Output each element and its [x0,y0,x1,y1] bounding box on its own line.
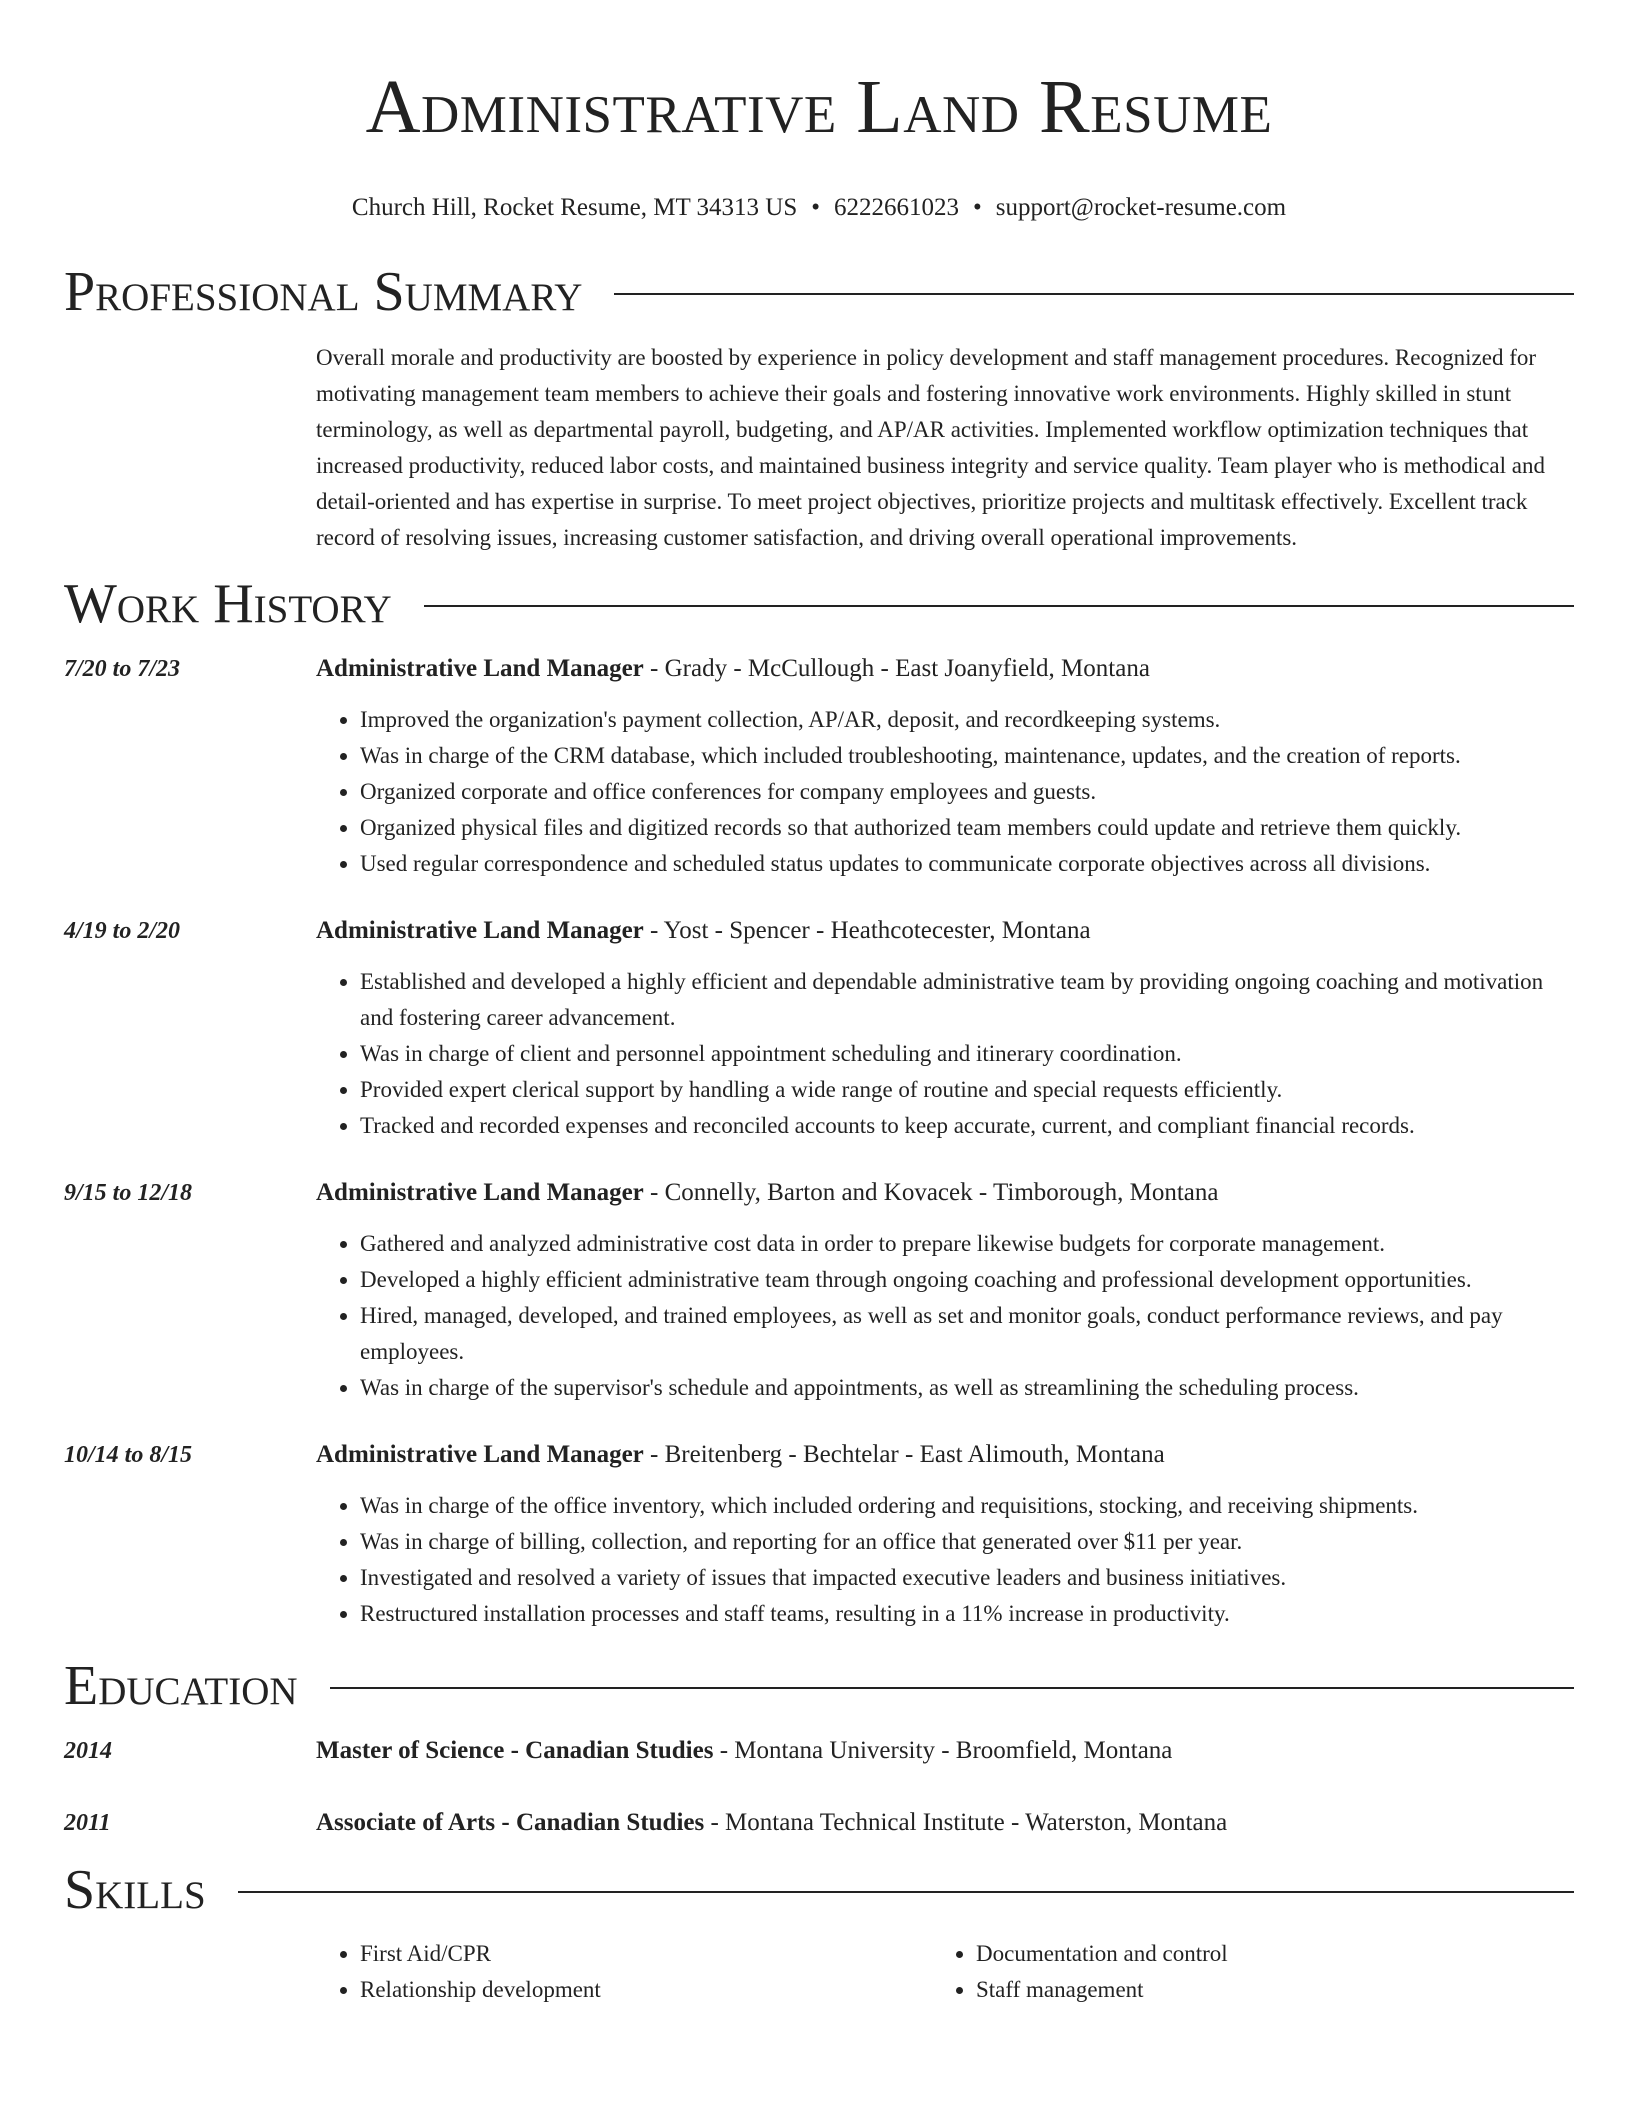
skills-column-left [316,1936,932,2008]
job-dates: 4/19 to 2/20 [64,918,181,944]
work-section-header [64,572,1574,636]
job-bullet-list [316,702,1574,882]
job-bullet-list [316,964,1574,1144]
contact-separator: • [973,194,982,221]
job-title: Administrative Land Manager [316,655,644,682]
job-bullet: • Was in charge of client and personnel appointment scheduling and itinerary coordination. [360,1036,1574,1072]
section-divider [238,1891,1574,1893]
section-divider [424,605,1574,607]
job-heading [316,914,1574,948]
contact-address: Church Hill, Rocket Resume, MT 34313 US [351,194,798,221]
education-details [316,1806,1227,1840]
section-heading-skills: Skills [64,1859,206,1921]
job-heading [316,652,1574,686]
section-heading-work: Work History [64,573,392,635]
job-employer: - Grady - McCullough - East Joanyfield, Montana [643,655,1150,682]
education-list [64,1734,1574,1840]
skill-item: • Relationship development [360,1972,932,2008]
job-bullet-list [316,1226,1574,1406]
job-bullet: • Investigated and resolved a variety of issues that impacted executive leaders and business initiatives. [360,1560,1574,1596]
education-details [316,1734,1172,1768]
job-entry [64,1438,1574,1632]
job-bullet: • Gathered and analyzed administrative cost data in order to prepare likewise budgets for corporate management. [360,1226,1574,1262]
contact-email: support@rocket-resume.com [995,194,1287,221]
job-dates: 10/14 to 8/15 [64,1442,193,1468]
job-bullet: • Provided expert clerical support by handling a wide range of routine and special requests efficiently. [360,1072,1574,1108]
job-bullet: • Developed a highly efficient administrative team through ongoing coaching and professional development opportunities. [360,1262,1574,1298]
education-degree: Master of Science - Canadian Studies [316,1737,714,1764]
job-bullet: • Used regular correspondence and scheduled status updates to communicate corporate objectives across all divisions. [360,846,1574,882]
contact-phone: 6222661023 [834,194,960,221]
job-entry [64,1176,1574,1406]
skills-section-header [64,1858,1574,1922]
job-employer: - Connelly, Barton and Kovacek - Timborough, Montana [643,1179,1219,1206]
job-body [316,652,1574,882]
job-bullet: • Organized corporate and office conferences for company employees and guests. [360,774,1574,810]
resume-title: Administrative Land Resume [365,65,1273,149]
education-school: - Montana University - Broomfield, Montana [713,1737,1173,1764]
section-divider [330,1687,1574,1689]
skill-item: • First Aid/CPR [360,1936,932,1972]
job-bullet: • Improved the organization's payment collection, AP/AR, deposit, and recordkeeping systems. [360,702,1574,738]
education-school: - Montana Technical Institute - Waterston, Montana [704,1809,1228,1836]
summary-text: Overall morale and productivity are boosted by experience in policy development and staff management procedures. Recognized for motivating management team members to achieve their goals and fostering innovative work environments. Highly skilled in stunt terminology, as well as departmental payroll, budgeting, and AP/AR activities. Implemented workflow optimization techniques that increased productivity, reduced labor costs, and maintained business integrity and service quality. Team player who is methodical and detail-oriented and has expertise in surprise. To meet project objectives, prioritize projects and multitask effectively. Excellent track record of resolving issues, increasing customer satisfaction, and driving overall operational improvements. [316,345,1545,550]
job-bullet: • Was in charge of the CRM database, which included troubleshooting, maintenance, updates, and the creation of reports. [360,738,1574,774]
skill-item: • Documentation and control [976,1936,1548,1972]
job-dates: 9/15 to 12/18 [64,1180,193,1206]
job-bullet: • Hired, managed, developed, and trained employees, as well as set and monitor goals, conduct performance reviews, and pay employees. [360,1298,1574,1370]
summary-section-header [64,260,1574,324]
skills-grid [316,1936,1574,2008]
job-title: Administrative Land Manager [316,917,644,944]
job-title: Administrative Land Manager [316,1179,644,1206]
education-degree: Associate of Arts - Canadian Studies [316,1809,705,1836]
section-heading-summary: Professional Summary [64,261,583,323]
section-divider [614,293,1574,295]
job-bullet: • Was in charge of the supervisor's schedule and appointments, as well as streamlining the scheduling process. [360,1370,1574,1406]
education-year: 2014 [64,1738,112,1764]
contact-separator: • [811,194,821,221]
job-entry [64,914,1574,1144]
job-bullet: • Restructured installation processes and staff teams, resulting in a 11% increase in productivity. [360,1596,1574,1632]
job-body [316,914,1574,1144]
job-employer: - Breitenberg - Bechtelar - East Alimouth, Montana [643,1441,1165,1468]
job-bullet: • Established and developed a highly efficient and dependable administrative team by providing ongoing coaching and motivation and fostering career advancement. [360,964,1574,1036]
skill-item: • Staff management [976,1972,1548,2008]
education-entry [64,1734,1574,1768]
education-entry [64,1806,1574,1840]
skills-column-right [932,1936,1548,2008]
work-history-list [64,652,1574,1632]
job-heading [316,1438,1574,1472]
job-entry [64,652,1574,882]
job-heading [316,1176,1574,1210]
job-bullet: • Tracked and recorded expenses and reconciled accounts to keep accurate, current, and compliant financial records. [360,1108,1574,1144]
job-employer: - Yost - Spencer - Heathcotecester, Montana [643,917,1091,944]
job-bullet: • Was in charge of the office inventory, which included ordering and requisitions, stocking, and receiving shipments. [360,1488,1574,1524]
job-title: Administrative Land Manager [316,1441,644,1468]
section-heading-education: Education [64,1655,298,1717]
job-bullet: • Was in charge of billing, collection, and reporting for an office that generated over $11 per year. [360,1524,1574,1560]
education-year: 2011 [64,1810,111,1836]
summary-body [316,340,1574,556]
resume-page [64,0,1574,2008]
education-section-header [64,1654,1574,1718]
job-body [316,1438,1574,1632]
job-dates: 7/20 to 7/23 [64,656,181,682]
job-bullet: • Organized physical files and digitized records so that authorized team members could update and retrieve them quickly. [360,810,1574,846]
contact-line [64,192,1574,224]
job-bullet-list [316,1488,1574,1632]
job-body [316,1176,1574,1406]
